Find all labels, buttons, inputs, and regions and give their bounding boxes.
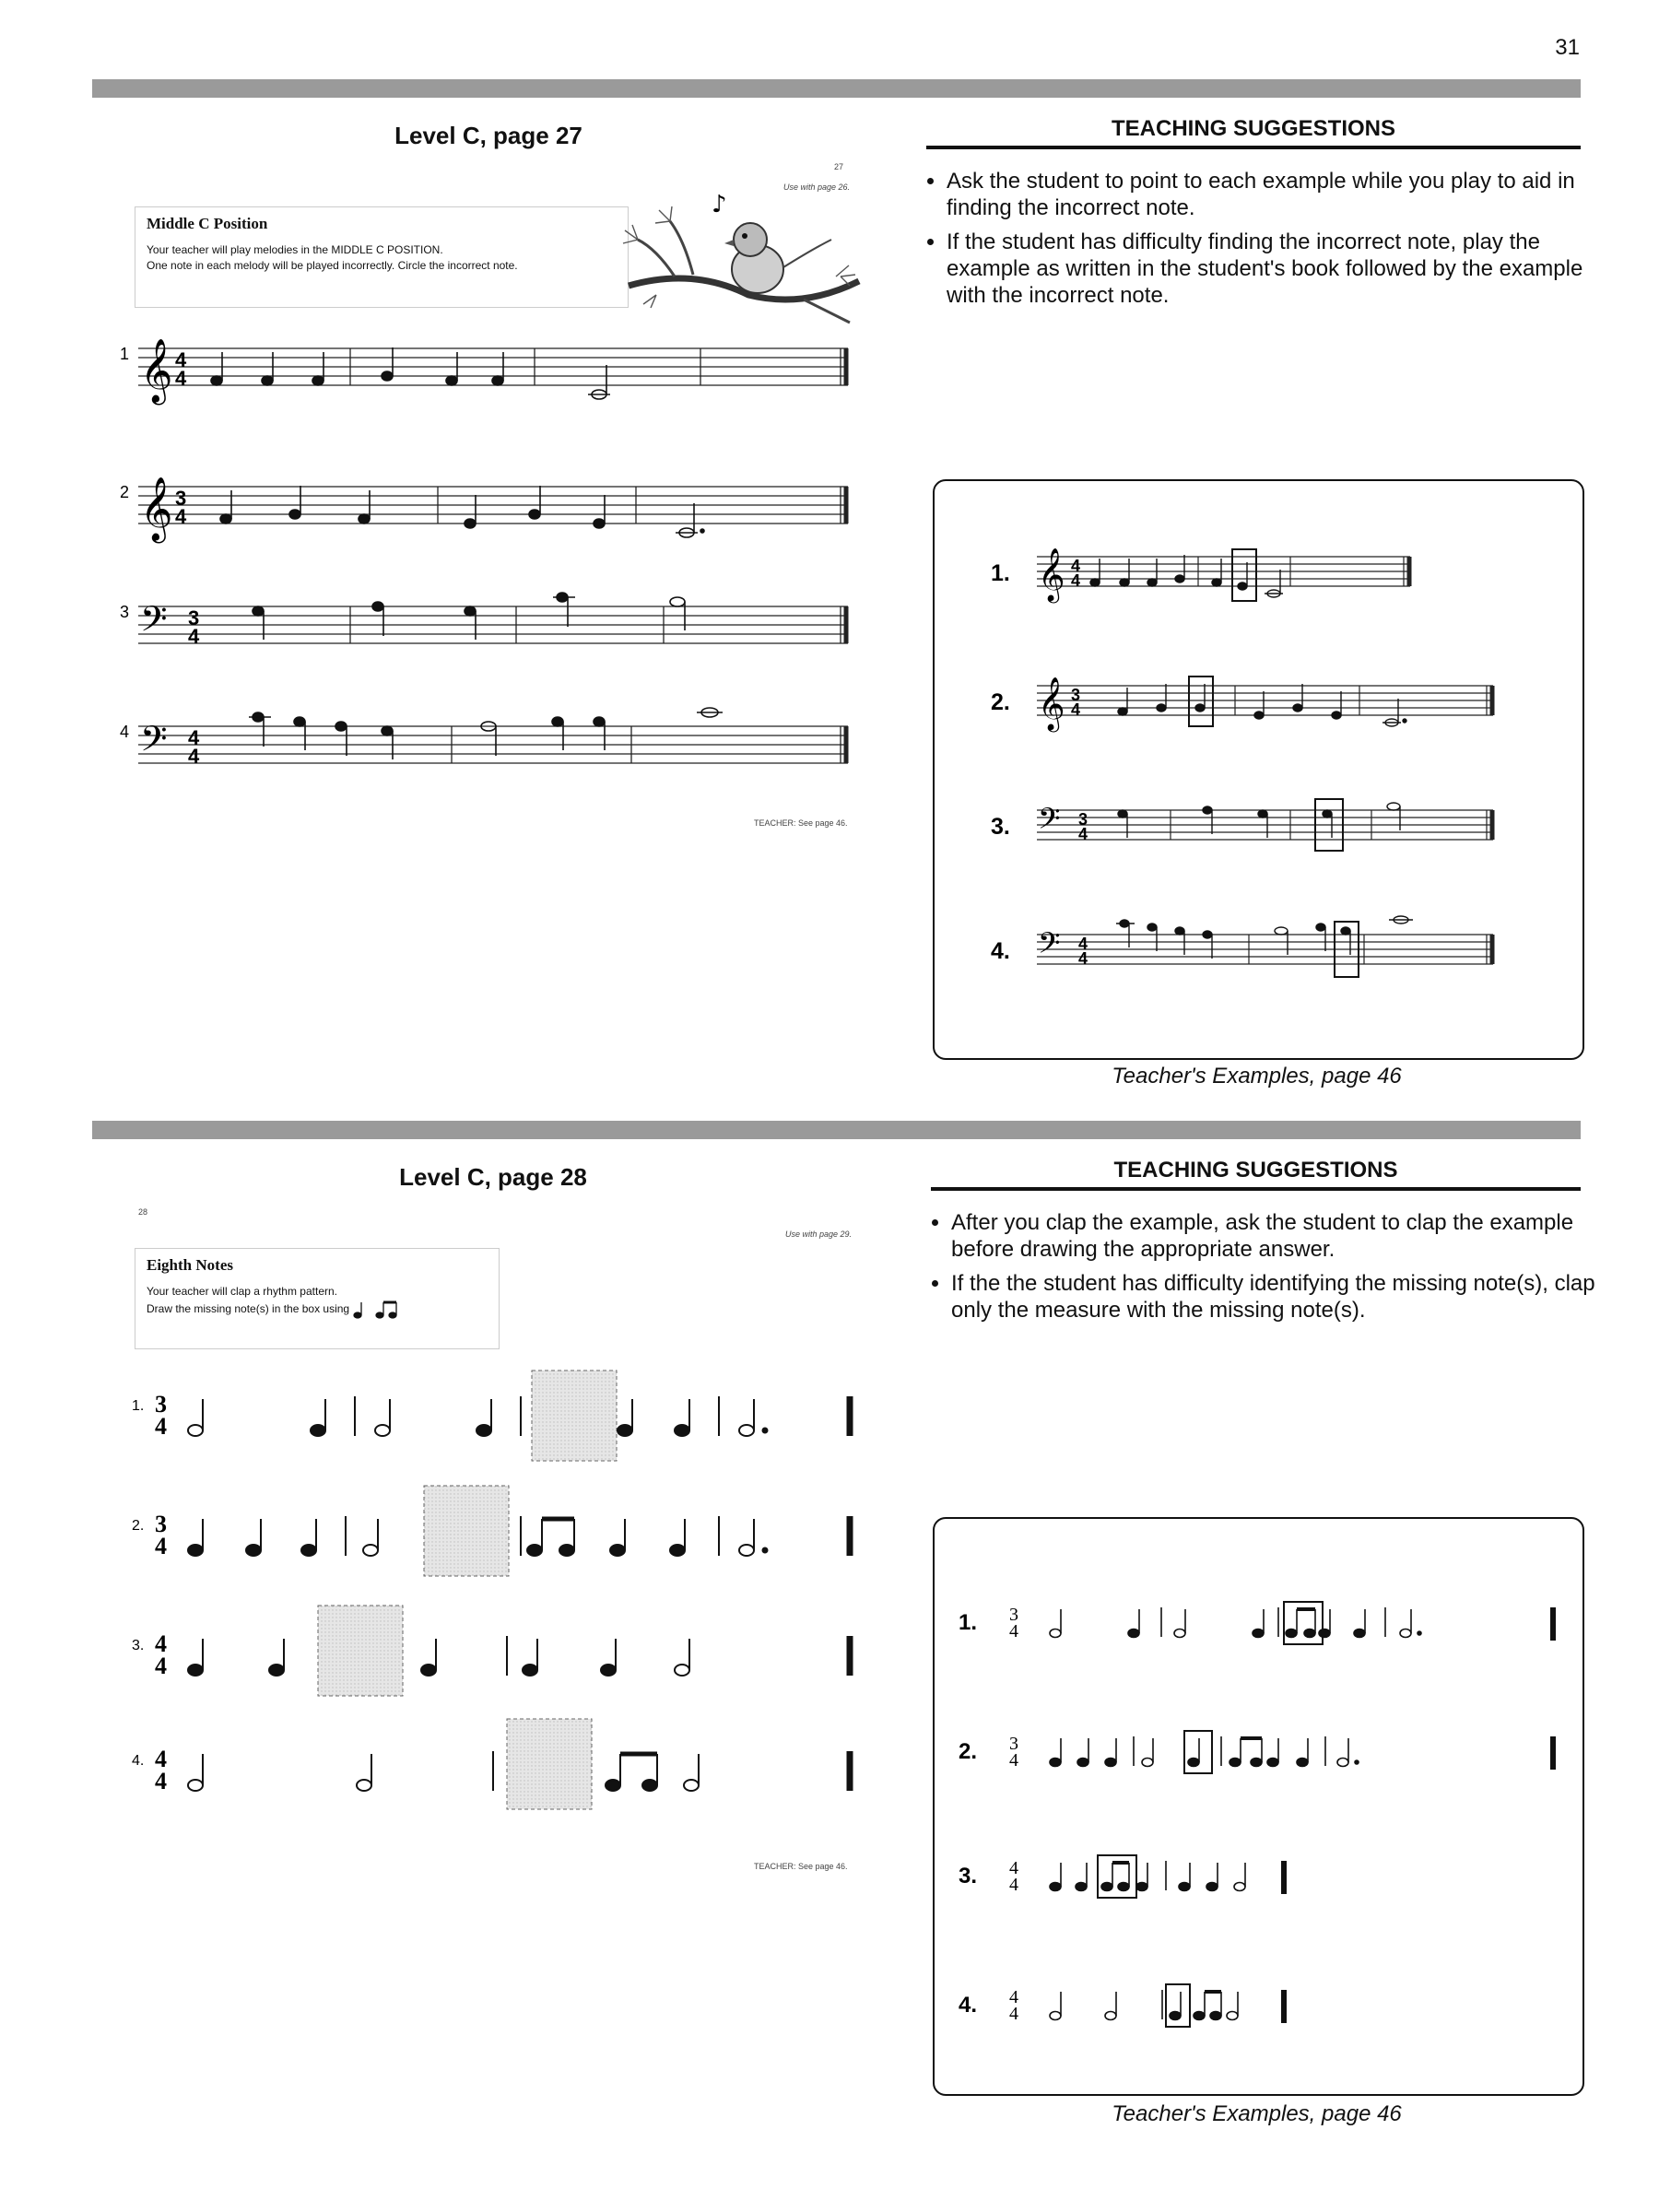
section2-title: Level C, page 28 xyxy=(399,1163,587,1191)
svg-text:4: 4 xyxy=(175,367,187,390)
time-sig-top: 3 xyxy=(1009,1605,1018,1625)
card-line-2 xyxy=(147,1300,488,1320)
svg-text:4: 4 xyxy=(188,745,200,768)
section-divider xyxy=(92,79,1581,98)
rhythm-row xyxy=(132,1606,850,1696)
teacher-reference: TEACHER: See page 46. xyxy=(754,1862,848,1871)
teacher-reference: TEACHER: See page 46. xyxy=(754,818,848,828)
row-number: 2 xyxy=(120,483,130,501)
answer-box[interactable] xyxy=(424,1486,509,1576)
example-number: 1. xyxy=(991,560,1010,586)
svg-text:4: 4 xyxy=(175,505,187,528)
svg-text:4: 4 xyxy=(175,348,187,371)
svg-text:4: 4 xyxy=(1078,935,1088,953)
card-line-1: Your teacher will play melodies in the MIDDLE C POSITION. xyxy=(147,243,443,256)
example-number: 3. xyxy=(991,814,1010,840)
svg-text:4: 4 xyxy=(188,625,200,648)
answer-box[interactable] xyxy=(318,1606,403,1696)
section1-title: Level C, page 27 xyxy=(394,122,582,149)
time-sig-bottom: 4 xyxy=(155,1768,167,1794)
teaching-suggestions-list xyxy=(926,168,1601,316)
card-heading: Eighth Notes xyxy=(147,1256,233,1274)
page-number: 31 xyxy=(1555,35,1580,60)
time-sig-top: 4 xyxy=(155,1746,167,1772)
section-divider xyxy=(92,1121,1581,1139)
suggestion-item: • Ask the student to point to each example while you play to aid in finding the incorrect note. xyxy=(947,168,1601,221)
teacher-example-staves-1 xyxy=(986,535,1539,1014)
section1-book-page: 27 xyxy=(834,162,844,171)
bass-clef-icon: 𝄢 xyxy=(140,718,168,768)
time-sig-top: 3 xyxy=(155,1511,167,1537)
teaching-suggestions-heading: TEACHING SUGGESTIONS xyxy=(931,1158,1581,1191)
staff-row xyxy=(120,477,848,543)
rhythm-row xyxy=(132,1371,850,1461)
row-number: 3. xyxy=(132,1638,145,1653)
bird-illustration xyxy=(619,184,868,323)
student-staves-1 xyxy=(111,332,866,811)
svg-text:3: 3 xyxy=(188,606,200,629)
svg-text:3: 3 xyxy=(1071,686,1081,704)
answer-box xyxy=(1166,1984,1190,2027)
svg-text:4: 4 xyxy=(188,726,200,749)
card-line-2-text: Draw the missing note(s) in the box using xyxy=(147,1302,350,1316)
time-sig-bottom: 4 xyxy=(155,1413,167,1440)
bass-clef-icon: 𝄢 xyxy=(1038,802,1061,842)
example-row xyxy=(959,1602,1553,1644)
example-row xyxy=(959,1984,1284,2027)
row-number: 4 xyxy=(120,723,130,741)
bass-clef-icon: 𝄢 xyxy=(140,598,168,648)
time-sig-bottom: 4 xyxy=(1009,1750,1018,1771)
student-rhythms-2 xyxy=(129,1355,866,1871)
treble-clef-icon: 𝄞 xyxy=(140,477,173,541)
example-number: 2. xyxy=(959,1739,978,1764)
teacher-example-rhythms-2 xyxy=(954,1567,1567,2065)
svg-text:4: 4 xyxy=(1078,825,1088,843)
svg-text:♪: ♪ xyxy=(712,191,727,218)
treble-clef-icon: 𝄞 xyxy=(140,338,173,403)
example-row xyxy=(991,677,1493,733)
row-number: 4. xyxy=(132,1753,145,1769)
row-number: 1. xyxy=(132,1398,145,1414)
staff-row xyxy=(120,593,848,648)
example-row xyxy=(959,1855,1284,1898)
note-choice-icons xyxy=(352,1300,398,1320)
example-number: 3. xyxy=(959,1864,978,1888)
example-row xyxy=(991,799,1493,851)
suggestion-item: • If the student has difficulty finding the incorrect note, play the example as written in the student's book followed by the example with the incorrect note. xyxy=(947,229,1601,309)
time-sig-top: 4 xyxy=(1009,1987,1018,2007)
time-sig-top: 3 xyxy=(155,1391,167,1418)
example-row xyxy=(959,1731,1553,1773)
time-sig-bottom: 4 xyxy=(1009,1621,1018,1641)
section2-book-page: 28 xyxy=(138,1207,148,1217)
time-sig-top: 3 xyxy=(1009,1734,1018,1754)
treble-clef-icon: 𝄞 xyxy=(1038,547,1065,601)
example-row xyxy=(991,547,1410,604)
row-number: 1 xyxy=(120,345,130,363)
answer-box[interactable] xyxy=(507,1719,592,1809)
time-sig-bottom: 4 xyxy=(1009,2004,1018,2024)
incorrect-note-box xyxy=(1189,677,1213,726)
examples-caption: Teacher's Examples, page 46 xyxy=(1112,2101,1402,2126)
example-number: 4. xyxy=(959,1993,978,2018)
instruction-card xyxy=(135,206,629,308)
rhythm-row xyxy=(132,1719,850,1809)
row-number: 3 xyxy=(120,603,130,621)
teaching-suggestions-heading: TEACHING SUGGESTIONS xyxy=(926,116,1581,149)
answer-box[interactable] xyxy=(532,1371,617,1461)
rhythm-row xyxy=(132,1486,850,1576)
treble-clef-icon: 𝄞 xyxy=(1038,677,1065,730)
svg-text:3: 3 xyxy=(1078,810,1088,829)
example-number: 4. xyxy=(991,938,1010,964)
suggestion-item: • If the the student has difficulty identifying the missing note(s), clap only the measure with the missing note(s). xyxy=(951,1270,1601,1324)
example-row xyxy=(991,916,1493,977)
card-line-1: Your teacher will clap a rhythm pattern. xyxy=(147,1285,337,1298)
bass-clef-icon: 𝄢 xyxy=(1038,926,1061,967)
time-sig-top: 4 xyxy=(1009,1858,1018,1878)
time-sig-top: 4 xyxy=(155,1630,167,1657)
section1-use-with: Use with page 26. xyxy=(783,182,851,192)
time-sig-bottom: 4 xyxy=(155,1653,167,1679)
staff-row xyxy=(120,708,848,768)
answer-box xyxy=(1184,1731,1212,1773)
svg-text:4: 4 xyxy=(1078,949,1088,968)
instruction-card xyxy=(135,1248,500,1349)
row-number: 2. xyxy=(132,1518,145,1534)
example-number: 2. xyxy=(991,689,1010,715)
svg-text:3: 3 xyxy=(175,487,187,510)
example-number: 1. xyxy=(959,1610,978,1635)
section2-use-with: Use with page 29. xyxy=(785,1230,853,1239)
svg-text:4: 4 xyxy=(1071,557,1081,575)
svg-text:4: 4 xyxy=(1071,700,1081,719)
time-sig-bottom: 4 xyxy=(155,1533,167,1559)
time-sig-bottom: 4 xyxy=(1009,1875,1018,1895)
examples-caption: Teacher's Examples, page 46 xyxy=(1112,1064,1402,1088)
staff-row xyxy=(120,338,848,405)
teaching-suggestions-list xyxy=(931,1209,1601,1331)
card-heading: Middle C Position xyxy=(147,215,268,232)
suggestion-item: • After you clap the example, ask the student to clap the example before drawing the appropriate answer. xyxy=(951,1209,1601,1263)
card-line-2: One note in each melody will be played incorrectly. Circle the incorrect note. xyxy=(147,259,518,272)
svg-text:4: 4 xyxy=(1071,571,1081,590)
